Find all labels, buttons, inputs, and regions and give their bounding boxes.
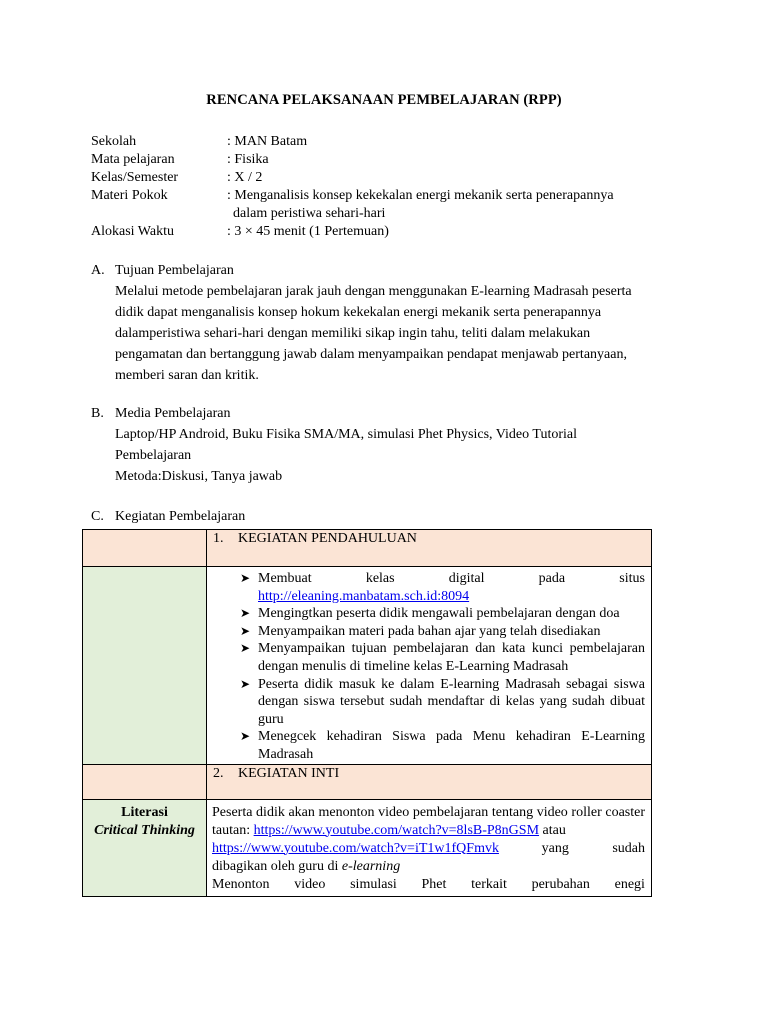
list-item: ➤ Peserta didik masuk ke dalam E-learning Madrasah sebagai siswa dengan siswa tersebut sudah mendaftar di kelas yang sudah dibuat guru <box>240 676 645 727</box>
list-item: ➤ Menyampaikan materi pada bahan ajar yang telah disediakan <box>240 623 601 639</box>
media-line: Laptop/HP Android, Buku Fisika SMA/MA, simulasi Phet Physics, Video Tutorial <box>115 427 577 442</box>
critical-thinking-label: Critical Thinking <box>94 822 195 838</box>
pendahuluan-header-cell <box>207 530 652 567</box>
sekolah-label: Sekolah <box>91 134 137 149</box>
justified-line: Menonton video simulasi Phet terkait perubahan enegi <box>212 876 645 892</box>
literasi-label: Literasi <box>121 804 168 820</box>
section-tujuan <box>91 261 671 386</box>
alokasi-label: Alokasi Waktu <box>91 224 174 239</box>
arrow-bullet-icon: ➤ <box>240 676 251 691</box>
sekolah-value: : MAN Batam <box>227 134 308 149</box>
arrow-bullet-icon: ➤ <box>240 729 251 744</box>
list-item: ➤ Menegcek kehadiran Siswa pada Menu kehadiran E-Learning Madrasah <box>240 729 645 762</box>
youtube-link-1[interactable]: https://www.youtube.com/watch?v=8lsB-P8nGSM <box>253 822 540 838</box>
alokasi-value: : 3 × 45 menit (1 Pertemuan) <box>227 224 389 239</box>
materi-value: : Menganalisis konsep kekekalan energi mekanik serta penerapannya <box>227 188 614 203</box>
inti-label-cell <box>83 764 207 799</box>
media-line: Metoda:Diskusi, Tanya jawab <box>115 469 283 484</box>
section-media <box>91 404 671 487</box>
section-kegiatan <box>91 507 671 527</box>
document-title: RENCANA PELAKSANAAN PEMBELAJARAN (RPP) <box>206 92 562 108</box>
section-b-letter: B. <box>91 406 104 421</box>
list-item: ➤ Menyampaikan tujuan pembelajaran dan kata kunci pembelajaran dengan menulis di timeline kelas E-Learning Madrasah <box>240 641 645 674</box>
mapel-label: Mata pelajaran <box>91 152 175 167</box>
mapel-value: : Fisika <box>227 152 269 167</box>
pendahuluan-title: KEGIATAN PENDAHULUAN <box>238 531 417 546</box>
list-item <box>207 570 645 605</box>
list-item: ➤ Mengingtkan peserta didik mengawali pembelajaran dengan doa <box>240 606 620 622</box>
materi-value-continued: dalam peristiwa sehari-hari <box>233 206 386 221</box>
justified-line: https://www.youtube.com/watch?v=iT1w1fQFmvk yang sudah <box>212 840 645 856</box>
section-b-title: Media Pembelajaran <box>115 406 231 421</box>
pendahuluan-label-cell <box>83 530 207 567</box>
arrow-bullet-icon: ➤ <box>240 641 251 656</box>
tujuan-line: Melalui metode pembelajaran jarak jauh dengan menggunakan E-learning Madrasah peserta <box>115 284 632 299</box>
youtube-link-2[interactable]: https://www.youtube.com/watch?v=iT1w1fQFmvk <box>212 840 499 856</box>
materi-label: Materi Pokok <box>91 188 168 203</box>
arrow-bullet-icon: ➤ <box>240 623 251 638</box>
tujuan-line: memberi saran dan kritik. <box>115 368 259 383</box>
section-c-title: Kegiatan Pembelajaran <box>115 509 246 524</box>
literasi-content-cell <box>207 799 652 896</box>
literasi-line: dibagikan oleh guru di e-learning <box>212 858 401 874</box>
kelas-label: Kelas/Semester <box>91 170 179 185</box>
pendahuluan-side-cell <box>83 567 207 765</box>
kelas-value: : X / 2 <box>227 170 263 185</box>
pendahuluan-list <box>207 567 651 764</box>
tujuan-line: dalamperistiwa sehari-hari dengan memiliki sikap ingin tahu, teliti dalam melakukan <box>115 326 591 341</box>
section-c-letter: C. <box>91 509 104 524</box>
inti-header-cell <box>207 764 652 799</box>
section-b-body <box>115 424 671 487</box>
tujuan-line: didik dapat menganalisis konsep hokum kekekalan energi mekanik serta penerapannya <box>115 305 602 320</box>
literasi-label-cell <box>83 799 207 896</box>
justified-line: Membuat kelas digital pada situs <box>258 571 645 586</box>
pendahuluan-content-cell <box>207 567 652 765</box>
inti-title: KEGIATAN INTI <box>238 765 340 781</box>
arrow-bullet-icon: ➤ <box>240 571 251 585</box>
kegiatan-table <box>82 529 652 897</box>
elearning-link[interactable]: http://eleaning.manbatam.sch.id:8094 <box>258 588 470 604</box>
section-a-title: Tujuan Pembelajaran <box>115 263 234 278</box>
section-a-body <box>115 281 671 386</box>
media-line: Pembelajaran <box>115 448 192 463</box>
tujuan-line: pengamatan dan bertanggung jawab dalam menyampaikan pendapat menjawab pertanyaan, <box>115 347 627 362</box>
arrow-bullet-icon: ➤ <box>240 606 251 621</box>
literasi-text: Peserta didik akan menonton video pembelajaran tentang video roller coaster tautan: https://www.youtube.com/watch?v=8lsB-P8nGSM atau https://www.youtube.com/watch?v=iT1w1fQFmvk yang sudah dibagikan oleh guru di e-learning Menonton video simulasi Phet terkait perubahan enegi <box>212 804 645 892</box>
inti-number: 2. <box>213 765 224 781</box>
pendahuluan-number: 1. <box>213 531 224 546</box>
section-a-letter: A. <box>91 263 105 278</box>
